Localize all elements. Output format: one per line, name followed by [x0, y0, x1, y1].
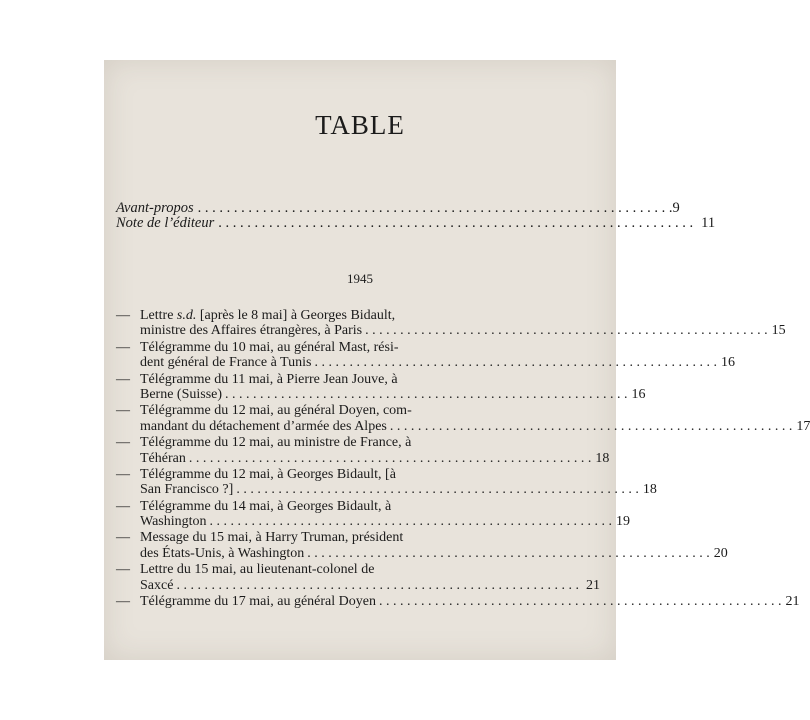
page-number: 18	[642, 482, 657, 498]
front-matter-row	[116, 215, 716, 231]
entry-text: Télégramme du 14 mai, à Georges Bidault, à	[140, 498, 392, 514]
leader-dots: . . . . . . . . . . . . . . . . . . . . . . . . . . . . . . . . . . . . . . . . . . . . . . . . . . . . . . . . . .	[236, 482, 639, 498]
entry-last-line	[116, 514, 631, 530]
entry-last-line	[116, 323, 786, 339]
front-matter-label: Note de l’éditeur	[116, 215, 215, 231]
page-number: 21	[586, 577, 600, 593]
leader-dots: . . . . . . . . . . . . . . . . . . . . . . . . . . . . . . . . . . . . . . . . . . . . . . . . . . . . . . . . . .	[378, 594, 782, 610]
toc-entry	[116, 498, 631, 530]
toc-entry	[116, 371, 646, 403]
em-dash: —	[116, 339, 130, 355]
page-number: 16	[631, 386, 646, 402]
page-number: 17	[796, 418, 810, 434]
entry-text: Lettre s.d. [après le 8 mai] à Georges Bidault,	[140, 308, 396, 323]
entry-text: Télégramme du 10 mai, au général Mast, rési-	[140, 339, 399, 355]
entry-text: ministre des Affaires étrangères, à Paris	[140, 323, 363, 339]
leader-dots: . . . . . . . . . . . . . . . . . . . . . . . . . . . . . . . . . . . . . . . . . . . . . . . . . . . . . . . . . .	[389, 418, 793, 434]
page-title: TABLE	[315, 110, 405, 140]
entry-text: San Francisco ?]	[140, 482, 234, 498]
leader-dots: . . . . . . . . . . . . . . . . . . . . . . . . . . . . . . . . . . . . . . . . . . . . . . . . . . . . . . . . . .	[188, 450, 592, 466]
page-number: 15	[771, 323, 786, 339]
entry-last-line	[116, 545, 728, 561]
toc-entry	[116, 466, 657, 498]
leader-dots: . . . . . . . . . . . . . . . . . . . . . . . . . . . . . . . . . . . . . . . . . . . . . . . . . . . . . . . . . .	[314, 355, 717, 371]
entry-text: Washington	[140, 514, 207, 530]
toc-entry	[116, 594, 800, 610]
entry-last-line	[116, 418, 810, 434]
toc-entry	[116, 562, 600, 593]
page-number: 9	[672, 200, 680, 216]
leader-dots: . . . . . . . . . . . . . . . . . . . . . . . . . . . . . . . . . . . . . . . . . . . . . . . . . . . . . . . . . .	[209, 514, 613, 530]
em-dash: —	[116, 562, 130, 578]
entry-first-line	[116, 340, 600, 355]
leader-dots: . . . . . . . . . . . . . . . . . . . . . . . . . . . . . . . . . . . . . . . . . . . . . . . . . . . . . . . . . . . . . . . . . .	[218, 215, 694, 231]
entry-text: Télégramme du 12 mai, au général Doyen, com-	[140, 403, 412, 419]
front-matter	[116, 200, 716, 231]
entry-first-line	[116, 308, 600, 323]
entry-text: Lettre du 15 mai, au lieutenant-colonel de	[140, 562, 375, 578]
leader-dots: . . . . . . . . . . . . . . . . . . . . . . . . . . . . . . . . . . . . . . . . . . . . . . . . . . . . . . . . . .	[225, 386, 628, 402]
page-number: 20	[713, 545, 728, 561]
em-dash: —	[116, 530, 130, 546]
em-dash: —	[116, 498, 130, 514]
entry-text: Saxcé	[140, 577, 174, 593]
toc-entry	[116, 403, 810, 434]
em-dash: —	[116, 594, 130, 610]
entry-first-line	[116, 562, 600, 577]
entry-text: Téhéran	[140, 450, 186, 466]
entry-last-line	[116, 594, 800, 610]
entry-text: Télégramme du 17 mai, au général Doyen	[140, 594, 376, 610]
front-matter-row	[116, 200, 680, 216]
entry-text: des États-Unis, à Washington	[140, 545, 305, 561]
toc-entry	[116, 308, 786, 339]
toc-entry	[116, 339, 735, 371]
page-number: 16	[720, 355, 735, 371]
page-number: 11	[701, 215, 716, 231]
toc-entry	[116, 435, 610, 466]
entry-text: dent général de France à Tunis	[140, 355, 312, 371]
leader-dots: . . . . . . . . . . . . . . . . . . . . . . . . . . . . . . . . . . . . . . . . . . . . . . . . . . . . . . . . . . . . . . . . . .	[197, 200, 673, 216]
year-heading: 1945	[347, 271, 373, 286]
page-number: 19	[616, 514, 631, 530]
em-dash: —	[116, 435, 130, 451]
entry-text: Message du 15 mai, à Harry Truman, président	[140, 530, 404, 546]
entry-text: Télégramme du 12 mai, à Georges Bidault, [à	[140, 466, 396, 482]
em-dash: —	[116, 308, 130, 323]
toc-entries	[116, 308, 810, 610]
front-matter-label: Avant-propos	[116, 200, 194, 216]
entry-text: Télégramme du 12 mai, au ministre de France, à	[140, 435, 412, 451]
entry-text: Berne (Suisse)	[140, 386, 223, 402]
em-dash: —	[116, 371, 130, 387]
entry-text: mandant du détachement d’armée des Alpes	[140, 418, 387, 434]
entry-last-line	[116, 386, 646, 402]
entry-first-line	[116, 372, 600, 387]
toc-entry	[116, 530, 728, 561]
entry-last-line	[116, 355, 735, 371]
page-number: 21	[785, 594, 800, 610]
entry-text: Télégramme du 11 mai, à Pierre Jean Jouve, à	[140, 371, 398, 387]
em-dash: —	[116, 403, 130, 419]
entry-last-line	[116, 450, 610, 466]
entry-first-line	[116, 499, 600, 514]
page-number: 18	[595, 450, 610, 466]
leader-dots: . . . . . . . . . . . . . . . . . . . . . . . . . . . . . . . . . . . . . . . . . . . . . . . . . . . . . . . . . .	[307, 545, 710, 561]
entry-first-line	[116, 403, 600, 418]
leader-dots: . . . . . . . . . . . . . . . . . . . . . . . . . . . . . . . . . . . . . . . . . . . . . . . . . . . . . . . . . .	[176, 577, 579, 593]
entry-first-line	[116, 435, 600, 450]
entry-first-line	[116, 467, 600, 482]
entry-last-line	[116, 578, 600, 593]
book-page	[104, 60, 810, 660]
leader-dots: . . . . . . . . . . . . . . . . . . . . . . . . . . . . . . . . . . . . . . . . . . . . . . . . . . . . . . . . . .	[365, 323, 768, 339]
toc-content	[104, 60, 810, 660]
entry-last-line	[116, 482, 657, 498]
entry-first-line	[116, 530, 600, 545]
em-dash: —	[116, 466, 130, 482]
